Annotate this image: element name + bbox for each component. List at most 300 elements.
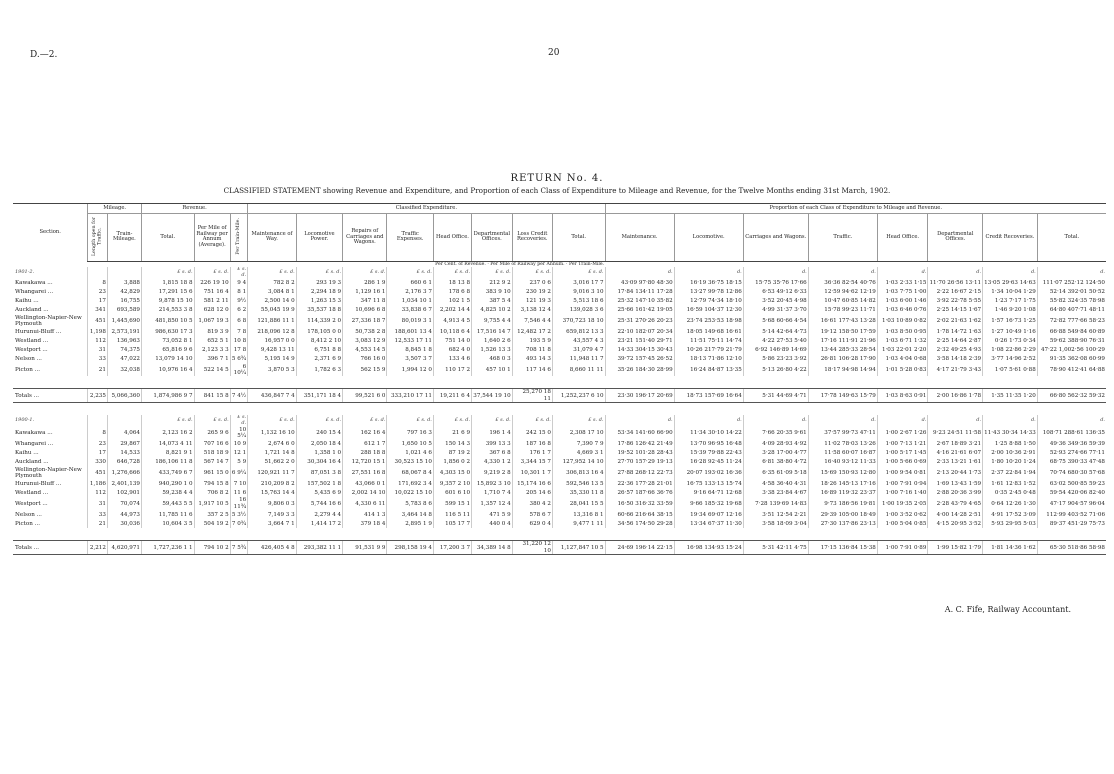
cell-ptm: 9 4	[230, 279, 248, 288]
cell-ho: 19,211 6 4	[433, 389, 471, 403]
cell-ptot: 72·82 777·66 58·23	[1037, 315, 1106, 328]
cell-pl: 9·66 185·32 19·68	[674, 497, 743, 510]
cell-tm: 4,620,971	[107, 541, 141, 555]
cell-total: 17,291 15 6	[141, 288, 194, 297]
cell-pt: 17·16 111·91 21·96	[808, 337, 877, 346]
cell-pcr: 13·05 29·63 14·63	[984, 280, 1036, 287]
cell-pc: 6·35 61·09 5·18	[743, 467, 808, 480]
section-name: Picton ...	[15, 366, 41, 373]
cell-pl: 9·16 64·71 12·68	[674, 488, 743, 497]
cell-mw: 121,886 11 1	[248, 315, 296, 328]
cell-mw: 9,806 0 3	[248, 497, 296, 510]
totals-row	[13, 389, 1106, 403]
unit-cell: d.	[928, 415, 983, 427]
cell-lcr: 3,344 15 7	[512, 458, 552, 467]
cell-ph: 1·00 7·16 1·40	[877, 488, 928, 497]
cell-pmr: 265 9 6	[194, 427, 230, 440]
cell-ptot: 52·93 274·66 77·11	[1037, 449, 1106, 458]
cell-pt: 26·81 106·28 17·90	[808, 355, 877, 364]
cell-pl: 12·79 74·34 18·10	[674, 297, 743, 306]
cell-total: 481,850 10 5	[141, 315, 194, 328]
cell-pcr: 1·23 7·17 1·75	[983, 297, 1038, 306]
cell-tm: 32,038	[107, 364, 141, 377]
unit-cell: £ s. d.	[552, 415, 605, 427]
cell-tm: 16,755	[107, 297, 141, 306]
cell-pm: 43·09 97·80 48·30	[605, 279, 674, 288]
cell-ho: 4,913 4 5	[433, 315, 471, 328]
cell-ptm: 8 1	[230, 288, 248, 297]
statement-table	[13, 203, 1106, 555]
section-name: Hurunui-Bluff ...	[15, 480, 62, 487]
cell-tm: 646,728	[107, 458, 141, 467]
cell-pd: 2·32 49·25 4·93	[928, 346, 983, 355]
cell-et: 13,316 8 1	[552, 510, 605, 519]
cell-te: 3,507 3 7	[387, 355, 433, 364]
section-name: Auckland ...	[15, 458, 49, 465]
unit-cell: £ s. d.	[387, 267, 433, 279]
cell-pm: 23·30 196·17 20·69	[605, 389, 674, 403]
cell-do: 387 5 4	[472, 297, 513, 306]
cell-total: 10,976 16 4	[141, 364, 194, 377]
cell-pm: 26·57 187·66 36·76	[605, 488, 674, 497]
cell-lp: 1,358 1 0	[296, 449, 342, 458]
cell-do: 37,544 19 10	[472, 389, 513, 403]
cell-mw: 55,045 19 9	[248, 306, 296, 315]
cell-tm: 14,533	[107, 449, 141, 458]
cell-pc: 5·86 23·23 3·92	[743, 355, 808, 364]
col-section: Section.	[13, 204, 88, 262]
cell-ptot: 108·71 288·61 136·35	[1037, 427, 1106, 440]
cell-pm: 25·66 161·42 19·05	[605, 306, 674, 315]
col-p-locomotive: Locomotive.	[674, 214, 743, 262]
cell-len: 31	[88, 346, 108, 355]
cell-do: 1,640 2 6	[472, 337, 513, 346]
cell-et: 43,557 4 3	[552, 337, 605, 346]
cell-ho: 4,303 15 0	[433, 467, 471, 480]
cell-ho: 9,357 2 10	[433, 479, 471, 488]
cell-lp: 240 15 4	[296, 427, 342, 440]
cell-mw: 120,921 11 7	[248, 467, 296, 480]
col-p-maintenance: Maintenance.	[605, 214, 674, 262]
cell-lcr: 230 19 2	[512, 288, 552, 297]
unit-cell: d.	[674, 415, 743, 427]
cell-pc: 7·28 139·69 14·83	[743, 497, 808, 510]
cell-pd: 2·25 14·64 2·87	[928, 337, 983, 346]
cell-ptot: 65·30 518·86 58·98	[1037, 541, 1106, 555]
cell-pm: 22·36 177·28 21·01	[605, 479, 674, 488]
cell-lp: 293,382 11 1	[296, 541, 342, 555]
section-name: Westport ...	[15, 346, 48, 353]
cell-lp: 2,279 4 4	[296, 510, 342, 519]
section-name: Whangarei ...	[15, 440, 54, 447]
cell-pl: 18·73 157·69 16·64	[674, 389, 743, 403]
body-1901	[13, 267, 1106, 415]
cell-len: 21	[88, 364, 108, 377]
cell-lcr: 493 14 3	[512, 355, 552, 364]
cell-pm: 24·69 196·14 22·15	[605, 541, 674, 555]
cell-len: 21	[88, 519, 108, 528]
table-row	[13, 297, 1106, 306]
sub-train-label: Per Train-Mile.	[568, 261, 605, 267]
spacer-row	[13, 528, 1106, 541]
cell-ptot: 52·14 392·01 50·52	[1037, 288, 1106, 297]
group-mileage: Mileage.	[88, 204, 142, 214]
cell-pl: 11·34 30·10 14·22	[674, 427, 743, 440]
table-row	[13, 337, 1106, 346]
table-row	[13, 315, 1106, 328]
cell-lp: 293 19 3	[296, 279, 342, 288]
cell-et: 659,812 13 3	[552, 328, 605, 337]
cell-ptm: 6 10¼	[230, 364, 248, 377]
cell-ptot: 59·54 420·06 82·40	[1037, 488, 1106, 497]
cell-lcr: 193 5 9	[512, 337, 552, 346]
cell-len: 8	[88, 279, 108, 288]
cell-pt: 15·69 150·93 12·80	[808, 467, 877, 480]
sub-revenue-label: Per Cent. of Revenue.	[435, 261, 486, 267]
cell-ph: 1·03 8·50 0·95	[877, 328, 928, 337]
cell-rc: 3,083 12 9	[343, 337, 387, 346]
cell-pt: 11·58 60·07 16·87	[808, 449, 877, 458]
cell-do: 4,825 10 2	[472, 306, 513, 315]
cell-rc: 27,551 16 8	[343, 467, 387, 480]
cell-pt: 29·39 105·00 18·49	[808, 510, 877, 519]
unit-cell	[88, 267, 108, 279]
cell-total: 2,123 16 2	[141, 427, 194, 440]
cell-pt: 18·17 94·98 14·94	[808, 364, 877, 377]
cell-ptm: 7 4½	[230, 389, 248, 403]
unit-cell: £ s. d.	[194, 415, 230, 427]
table-row	[13, 346, 1106, 355]
cell-do: 34,389 14 8	[472, 541, 513, 555]
cell-mw: 1,721 14 8	[248, 449, 296, 458]
cell-ho: 17,200 3 7	[433, 541, 471, 555]
cell-ph: 1·00 5·66 0·69	[877, 458, 928, 467]
cell-total: 186,106 11 8	[141, 458, 194, 467]
cell-rc: 414 1 3	[343, 510, 387, 519]
cell-do: 17,516 14 7	[472, 328, 513, 337]
cell-ph: 1·00 9·54 0·81	[877, 467, 928, 480]
unit-cell: d.	[808, 267, 877, 279]
col-p-traffic: Traffic.	[808, 214, 877, 262]
cell-te: 5,783 8 6	[387, 497, 433, 510]
col-revenue-total: Total.	[141, 214, 194, 262]
cell-rc: 10,696 6 8	[343, 306, 387, 315]
cell-et: 31,079 4 7	[552, 346, 605, 355]
cell-pl: 13·34 67·37 11·30	[674, 519, 743, 528]
col-repairs: Repairs of Carriages and Wagons.	[343, 214, 387, 262]
cell-ph: 1·03 6·71 1·32	[877, 337, 928, 346]
cell-et: 370,723 18 10	[552, 315, 605, 328]
cell-lcr: 708 11 8	[512, 346, 552, 355]
section-name: Kawakawa ...	[15, 280, 53, 287]
cell-total: 59,238 4 4	[141, 488, 194, 497]
cell-mw: 51,662 2 0	[248, 458, 296, 467]
cell-pm: 19·52 101·28 28·43	[605, 449, 674, 458]
cell-pl: 18·13 71·86 12·10	[674, 355, 743, 364]
cell-lcr: 187 16 8	[512, 440, 552, 449]
cell-pc: 6·53 49·12 6·33	[743, 288, 808, 297]
cell-pt: 16·89 119·32 23·37	[808, 488, 877, 497]
cell-total: 1,874,986 9 7	[141, 389, 194, 403]
cell-et: 9,016 3 10	[552, 288, 605, 297]
cell-pm: 14·33 304·15 30·43	[605, 346, 674, 355]
cell-lp: 178,105 0 0	[296, 328, 342, 337]
unit-cell: £ s. d.	[472, 415, 513, 427]
cell-pm: 17·84 134·11 17·28	[605, 288, 674, 297]
cell-pc: 5·31 42·11 4·75	[743, 541, 808, 555]
section-name: Wellington-Napier-New Plymouth	[15, 314, 82, 328]
cell-lp: 2,050 18 4	[296, 440, 342, 449]
cell-pd: 1·99 15·82 1·79	[928, 541, 983, 555]
cell-ho: 116 5 11	[433, 510, 471, 519]
cell-pt: 17·78 149·63 15·79	[808, 389, 877, 403]
cell-ptm: 11 6	[230, 488, 248, 497]
cell-pmr: 751 16 4	[194, 288, 230, 297]
cell-ph: 1·03 7·75 1·00	[877, 288, 928, 297]
cell-pt: 15·78 99·23 11·71	[808, 306, 877, 315]
cell-pt: 13·44 285·33 28·54	[808, 346, 877, 355]
cell-lcr: 629 0 4	[512, 519, 552, 528]
cell-len: 17	[88, 449, 108, 458]
cell-ph: 1·03 6·46 0·76	[877, 306, 928, 315]
unit-cell: d.	[877, 415, 928, 427]
section-name: Auckland ...	[15, 307, 49, 314]
table-row	[13, 479, 1106, 488]
unit-cell: d.	[605, 415, 674, 427]
cell-lcr: 176 1 7	[512, 449, 552, 458]
cell-do: 468 0 3	[472, 355, 513, 364]
col-p-dept: Departmental Offices.	[928, 214, 983, 262]
page-subtitle: CLASSIFIED STATEMENT showing Revenue and Expenditure, and Proportion of each Class of Expenditure to Mileage and Revenue, for the Twelve Months ending 31st March, 1902.	[223, 186, 891, 195]
cell-lcr: 242 15 0	[512, 427, 552, 440]
cell-lcr: 380 4 2	[512, 497, 552, 510]
cell-te: 1,021 4 6	[387, 449, 433, 458]
cell-pmr: 504 19 2	[194, 519, 230, 528]
cell-te: 1,994 12 0	[387, 364, 433, 377]
cell-pt: 17·15 136·84 15·38	[808, 541, 877, 555]
table-row	[13, 519, 1106, 528]
col-per-mile-railway: Per Mile of Railway per Annum (Average).	[194, 214, 230, 262]
cell-pt: 11·02 78·03 13·26	[808, 440, 877, 449]
cell-pm: 25·31 270·26 20·23	[605, 315, 674, 328]
unit-cell	[88, 415, 108, 427]
cell-ho: 18 13 8	[433, 279, 471, 288]
cell-pcr: 2·00 10·36 2·91	[983, 449, 1038, 458]
cell-total: 433,749 6 7	[141, 467, 194, 480]
cell-pd: 3·58 14·18 2·39	[928, 355, 983, 364]
cell-tm: 693,589	[107, 306, 141, 315]
cell-pt: 10·47 60·85 14·82	[808, 297, 877, 306]
cell-len: 1,186	[88, 479, 108, 488]
cell-len: 451	[88, 315, 108, 328]
cell-mw: 1,132 16 10	[248, 427, 296, 440]
cell-ptot: 91·35 362·08 60·99	[1037, 355, 1106, 364]
cell-mw: 436,847 7 4	[248, 389, 296, 403]
cell-ptot: 59·62 388·90 76·31	[1037, 337, 1106, 346]
cell-ho: 10,118 6 4	[433, 328, 471, 337]
cell-tm: 5,066,360	[107, 389, 141, 403]
cell-ho: 2,202 14 4	[433, 306, 471, 315]
cell-te: 33,838 6 7	[387, 306, 433, 315]
cell-pcr: 1·46 9·20 1·08	[983, 306, 1038, 315]
year-label: 1900-1.	[15, 417, 35, 424]
unit-cell: £ s. d.	[141, 415, 194, 427]
cell-ptm: 10 5¼	[230, 427, 248, 440]
unit-cell: £ s. d.	[433, 267, 471, 279]
table-row	[13, 355, 1106, 364]
cell-tm: 44,973	[107, 510, 141, 519]
cell-ptm: 5 6¾	[231, 355, 247, 362]
cell-pc: 5·68 60·66 4·54	[743, 315, 808, 328]
cell-mw: 15,763 14 4	[248, 488, 296, 497]
cell-et: 7,390 7 9	[552, 440, 605, 449]
cell-total: 940,290 1 0	[141, 479, 194, 488]
cell-rc: 43,066 0 1	[343, 479, 387, 488]
cell-len: 2,235	[88, 389, 108, 403]
cell-pc: 3·52 20·45 4·98	[743, 297, 808, 306]
cell-rc: 4,553 14 5	[343, 346, 387, 355]
cell-mw: 2,674 6 0	[248, 440, 296, 449]
cell-ptot: 49·36 349·36 59·39	[1037, 440, 1106, 449]
cell-te: 80,019 3 1	[387, 315, 433, 328]
cell-ptot: 68·75 390·33 47·48	[1037, 458, 1106, 467]
table-row	[13, 497, 1106, 510]
cell-pm: 25·32 147·10 35·82	[605, 297, 674, 306]
cell-pcr: 1·81 14·36 1·62	[983, 541, 1038, 555]
cell-rc: 766 16 0	[343, 355, 387, 364]
cell-rc: 2,002 14 10	[343, 488, 387, 497]
header-col-row	[13, 214, 1106, 262]
cell-tm: 29,867	[107, 440, 141, 449]
cell-pcr: 1·35 11·35 1·20	[983, 389, 1038, 403]
cell-pcr: 1·07 5·61 0·88	[983, 364, 1038, 377]
cell-ptot: 63·02 500·85 59·23	[1037, 479, 1106, 488]
cell-pl: 13·27 99·78 12·86	[674, 288, 743, 297]
cell-pd: 2·00 16·86 1·78	[928, 389, 983, 403]
cell-lp: 30,304 16 4	[296, 458, 342, 467]
year-label: 1901-2.	[15, 269, 35, 276]
cell-pd: 2·13 20·44 1·73	[928, 467, 983, 480]
cell-pcr: 1·57 16·73 1·25	[983, 315, 1038, 328]
spacer-cell	[13, 403, 1106, 416]
cell-ptm: 16 11¾	[230, 497, 248, 510]
cell-pc: 4·58 36·40 4·31	[743, 479, 808, 488]
cell-lp: 157,502 1 8	[296, 479, 342, 488]
cell-te: 188,601 13 4	[387, 328, 433, 337]
cell-len: 23	[88, 440, 108, 449]
col-p-carriages: Carriages and Wagons.	[743, 214, 808, 262]
spacer-row	[13, 376, 1106, 389]
cell-pcr: 1·61 12·83 1·52	[983, 479, 1038, 488]
spacer-row	[13, 403, 1106, 416]
table-row	[13, 328, 1106, 337]
cell-tm: 102,901	[107, 488, 141, 497]
cell-ptot: 78·90 412·41 64·88	[1037, 364, 1106, 377]
cell-do: 15,892 3 10	[472, 479, 513, 488]
cell-et: 139,028 3 6	[552, 306, 605, 315]
table-row	[13, 449, 1106, 458]
cell-ho: 682 4 0	[433, 346, 471, 355]
cell-lp: 5,744 16 6	[296, 497, 342, 510]
cell-total: 8,821 9 1	[141, 449, 194, 458]
cell-do: 383 9 10	[472, 288, 513, 297]
totals-row	[13, 541, 1106, 555]
units-row	[13, 267, 1106, 279]
cell-pm: 53·34 141·60 66·90	[605, 427, 674, 440]
cell-ph: 1·00 5·17 1·45	[877, 449, 928, 458]
spacer-cell	[13, 528, 1106, 541]
table-row	[13, 306, 1106, 315]
cell-lcr: 205 14 6	[512, 488, 552, 497]
cell-tm: 47,022	[107, 355, 141, 364]
cell-pcr: 1·80 10·20 1·24	[983, 458, 1038, 467]
cell-rc: 347 11 8	[343, 297, 387, 306]
cell-pl: 13·70 96·95 16·48	[674, 440, 743, 449]
cell-pt: 12·59 94·62 12·19	[808, 288, 877, 297]
cell-ptm: 7 10	[230, 479, 248, 488]
unit-cell: d.	[983, 267, 1038, 279]
cell-et: 28,041 15 5	[552, 497, 605, 510]
cell-te: 1,034 10 1	[387, 297, 433, 306]
section-name: Totals ...	[13, 389, 88, 403]
cell-pc: 3·58 18·09 3·04	[743, 519, 808, 528]
section-name: Picton ...	[15, 520, 41, 527]
unit-cell: £ s. d.	[296, 415, 342, 427]
cell-total: 986,630 17 3	[141, 328, 194, 337]
cell-et: 1,127,847 10 5	[552, 541, 605, 555]
cell-pmr: 841 15 8	[194, 389, 230, 403]
cell-et: 4,669 3 1	[552, 449, 605, 458]
cell-et: 1,252,237 6 10	[552, 389, 605, 403]
cell-lp: 1,263 15 3	[296, 297, 342, 306]
section-name: Kawakawa ...	[15, 429, 53, 436]
col-traffic-exp: Traffic Expenses.	[387, 214, 433, 262]
cell-pc: 3·28 17·00 4·77	[743, 449, 808, 458]
cell-pm: 39·72 157·45 26·52	[605, 355, 674, 364]
cell-mw: 210,209 8 2	[248, 479, 296, 488]
cell-mw: 5,195 14 9	[248, 355, 296, 364]
cell-pc: 6·81 38·80 4·72	[743, 458, 808, 467]
col-per-train-mile: Per Train-Mile.	[230, 214, 248, 262]
cell-mw: 782 8 2	[248, 279, 296, 288]
unit-cell: d.	[743, 267, 808, 279]
cell-ptm: 5 3½	[231, 511, 247, 518]
header-group-row	[13, 204, 1106, 214]
cell-ho: 133 4 6	[433, 355, 471, 364]
cell-pd: 9·23 24·51 11·58	[928, 427, 983, 440]
cell-lp: 1,782 6 3	[296, 364, 342, 377]
statement-table-wrap	[13, 203, 1106, 591]
cell-lcr: 237 0 6	[512, 279, 552, 288]
cell-pt: 19·12 158·50 17·59	[808, 328, 877, 337]
cell-lcr: 7,546 4 4	[512, 315, 552, 328]
cell-len: 33	[88, 510, 108, 519]
table-row	[13, 288, 1106, 297]
unit-cell: £ s. d.	[387, 415, 433, 427]
cell-et: 592,546 13 5	[552, 479, 605, 488]
cell-ph: 1·00 3·52 0·62	[877, 510, 928, 519]
cell-pc: 6·92 146·89 14·69	[743, 346, 808, 355]
cell-ptm: 6 2	[230, 306, 248, 315]
cell-pc: 4·99 31·37 3·70	[743, 306, 808, 315]
unit-cell: £ s. d.	[343, 267, 387, 279]
cell-lp: 87,051 3 8	[296, 467, 342, 480]
cell-te: 10,022 15 10	[387, 488, 433, 497]
cell-ho: 150 14 3	[433, 440, 471, 449]
unit-cell	[107, 415, 141, 427]
cell-total: 9,878 15 10	[141, 297, 194, 306]
cell-do: 196 1 4	[472, 427, 513, 440]
